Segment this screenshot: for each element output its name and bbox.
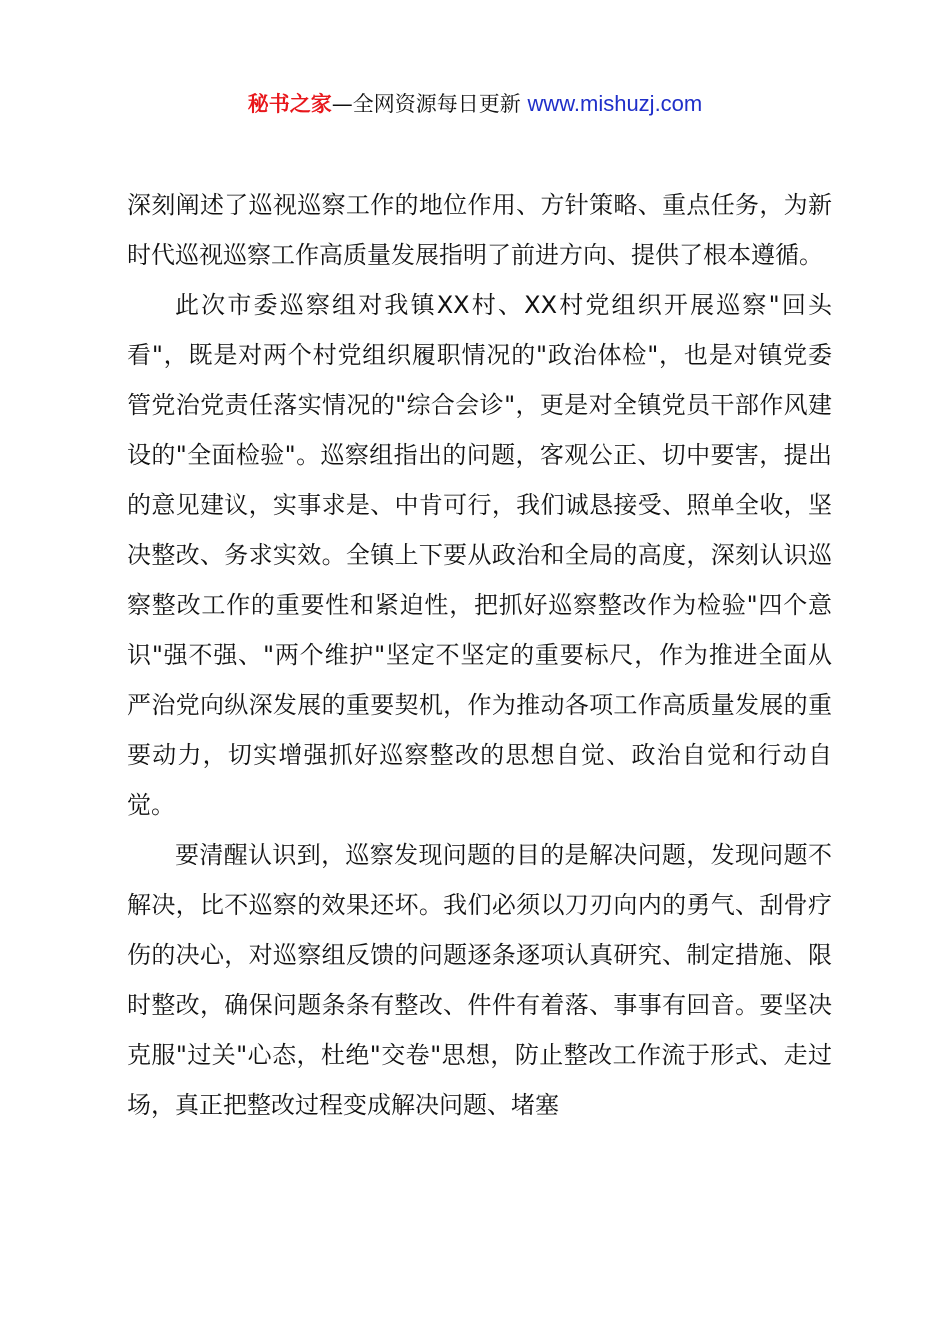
paragraph: 此次市委巡察组对我镇XX村、XX村党组织开展巡察"回头看"，既是对两个村党组织履职情况的"政治体检"，也是对镇党委管党治党责任落实情况的"综合会诊"，更是对全镇党员干部作风建设的"全面检验"。巡察组指出的问题，客观公正、切中要害，提出的意见建议，实事求是、中肯可行，我们诚恳接受、照单全收，坚决整改、务求实效。全镇上下要从政治和全局的高度，深刻认识巡察整改工作的重要性和紧迫性，把抓好巡察整改作为检验"四个意识"强不强、"两个维护"坚定不坚定的重要标尺，作为推进全面从严治党向纵深发展的重要契机，作为推动各项工作高质量发展的重要动力，切实增强抓好巡察整改的思想自觉、政治自觉和行动自觉。 [127,291,832,819]
paragraph: 要清醒认识到，巡察发现问题的目的是解决问题，发现问题不解决，比不巡察的效果还坏。我们必须以刀刃向内的勇气、刮骨疗伤的决心，对巡察组反馈的问题逐条逐项认真研究、制定措施、限时整改，确保问题条条有整改、件件有着落、事事有回音。要坚决克服"过关"心态，杜绝"交卷"思想，防止整改工作流于形式、走过场，真正把整改过程变成解决问题、堵塞 [127,841,832,1119]
site-tagline: —全网资源每日更新 [331,92,528,116]
document-body [127,180,832,1130]
paragraph-continued: 深刻阐述了巡视巡察工作的地位作用、方针策略、重点任务，为新时代巡视巡察工作高质量发展指明了前进方向、提供了根本遵循。 [127,191,832,269]
site-brand: 秘书之家 [247,92,332,116]
page-header [0,88,950,120]
site-url-link[interactable]: www.mishuzj.com [527,91,703,116]
